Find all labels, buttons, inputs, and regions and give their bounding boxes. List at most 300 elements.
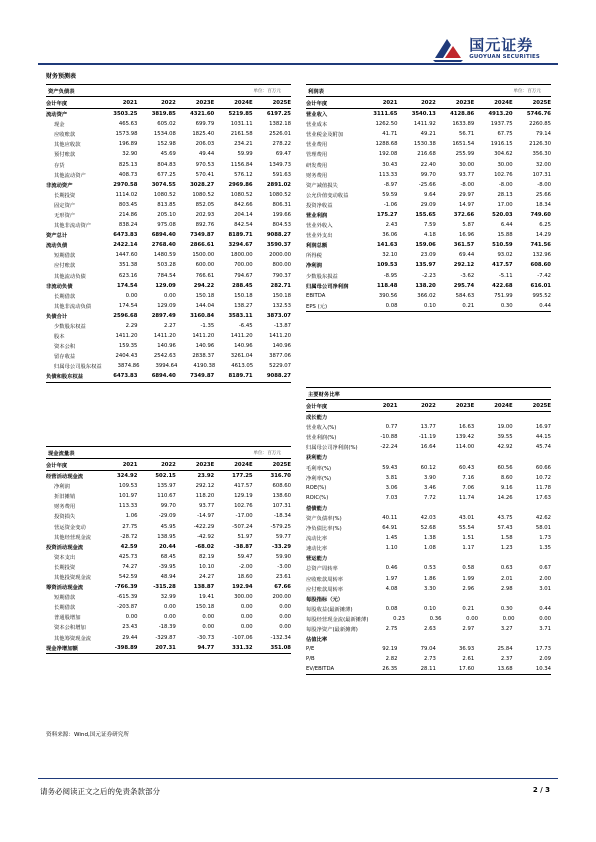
- row-value: 135.97: [157, 483, 176, 490]
- table-row: [306, 664, 551, 674]
- row-value: 2000.00: [269, 252, 291, 259]
- table-row: [306, 604, 551, 614]
- row-value: 192.94: [232, 584, 253, 591]
- row-label: ROE(%): [306, 484, 327, 491]
- row-value: 3.30: [424, 585, 436, 592]
- row-value: 2161.58: [230, 131, 253, 138]
- row-value: 39.55: [497, 434, 513, 441]
- column-header-label: 会计年度: [46, 462, 68, 469]
- table-row: [306, 271, 551, 281]
- row-value: 32.10: [382, 252, 398, 259]
- row-value: 40.11: [382, 514, 398, 521]
- row-label: 偿债能力: [306, 505, 328, 512]
- row-value: 3111.65: [373, 111, 398, 118]
- row-label: 其他非流动负债: [54, 303, 92, 310]
- row-value: -8.97: [383, 181, 398, 188]
- table-row: [306, 412, 551, 422]
- row-value: 1.35: [539, 545, 551, 552]
- row-value: 366.02: [417, 292, 436, 299]
- row-value: 138.95: [157, 533, 176, 540]
- row-value: 2768.40: [151, 242, 176, 249]
- row-label: 投资活动现金流: [46, 544, 84, 551]
- row-value: 42.59: [120, 543, 138, 550]
- row-value: 852.05: [195, 201, 215, 208]
- row-value: 806.31: [272, 201, 291, 208]
- table-title-bar: [46, 446, 291, 459]
- row-value: 2.29: [125, 323, 138, 330]
- row-value: 0.00: [164, 604, 176, 611]
- data-source-note: 资料来源：Wind,国元证券研究所: [46, 732, 129, 738]
- table-unit: 单位：百万元: [253, 88, 281, 94]
- row-label: 短期借款: [54, 595, 76, 602]
- row-value: -17.00: [235, 513, 253, 520]
- row-value: 0.00: [164, 614, 176, 621]
- row-value: 292.12: [453, 262, 475, 269]
- row-label: 每股净资产(最新摊薄): [306, 627, 358, 634]
- row-value: -38.87: [233, 543, 253, 550]
- row-value: 10.72: [535, 474, 551, 481]
- row-label: 估值比率: [306, 637, 328, 644]
- column-header-year: 2024E: [494, 99, 513, 106]
- row-value: 0.21: [462, 605, 475, 612]
- row-value: 14.29: [535, 232, 551, 239]
- row-label: 每股经营现金流(最新摊薄): [306, 616, 369, 623]
- row-value: 3503.25: [113, 111, 138, 118]
- column-header-year: 2023E: [455, 99, 475, 106]
- row-value: 155.65: [415, 211, 436, 218]
- row-label: 无形资产: [54, 212, 76, 219]
- row-label: 营业费用: [306, 142, 328, 149]
- row-value: 390.56: [378, 292, 398, 299]
- row-value: 28.13: [497, 191, 513, 198]
- table-title: 利润表: [308, 89, 324, 95]
- row-value: -25.66: [418, 181, 436, 188]
- row-label: 非流动资产: [46, 182, 73, 189]
- row-label: 财务费用: [306, 172, 328, 179]
- row-value: 0.08: [385, 605, 398, 612]
- brand-logo: [431, 34, 540, 64]
- table-row: [46, 602, 291, 612]
- table-row: [306, 301, 551, 311]
- row-value: -315.28: [153, 584, 176, 591]
- row-value: 17.73: [535, 646, 551, 653]
- row-value: 152.98: [157, 141, 176, 148]
- row-value: 1411.20: [153, 333, 176, 340]
- row-value: 18.34: [535, 201, 551, 208]
- row-value: 19.41: [199, 594, 215, 601]
- row-value: 113.33: [118, 503, 138, 510]
- row-value: 1.08: [424, 545, 436, 552]
- row-value: 5.87: [462, 222, 475, 229]
- row-value: 11.74: [459, 494, 475, 501]
- row-label: 应付账款周转率: [306, 586, 344, 593]
- row-value: 1.73: [539, 535, 551, 542]
- cash-flow-table: [46, 446, 291, 654]
- row-value: 3.81: [385, 474, 398, 481]
- row-label: ROIC(%): [306, 494, 329, 501]
- row-value: 3294.67: [228, 242, 253, 249]
- row-value: 1262.50: [375, 121, 398, 128]
- row-value: 608.60: [530, 262, 551, 269]
- row-value: 150.18: [195, 604, 215, 611]
- table-row: [46, 612, 291, 622]
- table-row: [306, 624, 551, 634]
- row-label: 净利润: [306, 263, 322, 270]
- row-value: -329.87: [155, 634, 176, 641]
- row-value: 2970.58: [113, 181, 138, 188]
- row-label: 应收账款: [54, 132, 76, 139]
- row-label: 投资损失: [54, 514, 76, 521]
- row-value: 6.25: [539, 222, 551, 229]
- row-value: 23.09: [420, 252, 436, 259]
- row-label: 现金: [54, 122, 65, 129]
- row-value: 422.68: [492, 282, 513, 289]
- row-value: 2.09: [539, 656, 551, 663]
- table-row: [46, 119, 291, 129]
- table-row: [306, 119, 551, 129]
- column-header-label: 会计年度: [46, 100, 68, 107]
- row-value: -2.23: [422, 272, 436, 279]
- row-value: 1825.40: [192, 131, 215, 138]
- row-value: 159.35: [118, 343, 138, 350]
- row-value: 304.62: [494, 151, 513, 158]
- row-value: 8189.71: [228, 373, 253, 380]
- row-value: 699.79: [195, 121, 215, 128]
- row-value: 110.67: [157, 493, 176, 500]
- row-value: 207.31: [155, 644, 176, 651]
- row-label: 固定资产: [54, 202, 76, 209]
- table-row: [46, 341, 291, 351]
- row-value: 118.48: [376, 282, 398, 289]
- row-value: 2.27: [164, 323, 176, 330]
- row-value: 842.66: [234, 201, 253, 208]
- row-value: 1447.60: [115, 252, 138, 259]
- row-value: 60.12: [420, 464, 436, 471]
- table-row: [46, 592, 291, 602]
- table-end-rule: [46, 653, 291, 654]
- table-row: [306, 533, 551, 543]
- table-row: [46, 643, 291, 653]
- table-row: [306, 614, 551, 624]
- row-value: 510.59: [492, 242, 513, 249]
- row-label: 少数股东权益: [54, 324, 86, 331]
- row-label: 获利能力: [306, 455, 328, 462]
- row-value: 139.42: [455, 434, 475, 441]
- row-value: 502.15: [155, 473, 176, 480]
- table-row: [306, 584, 551, 594]
- row-value: 2126.30: [529, 141, 551, 148]
- table-row: [46, 260, 291, 270]
- row-value: 749.60: [530, 211, 551, 218]
- row-label: 留存收益: [54, 354, 76, 361]
- table-row: [46, 200, 291, 210]
- row-value: 600.00: [195, 262, 215, 269]
- table-row: [306, 563, 551, 573]
- row-value: 0.53: [424, 565, 436, 572]
- row-value: 975.08: [157, 222, 176, 229]
- row-value: 82.19: [199, 553, 215, 560]
- row-value: 144.04: [195, 302, 215, 309]
- row-value: 138.87: [193, 584, 215, 591]
- table-row: [306, 503, 551, 513]
- row-value: 1349.73: [269, 161, 291, 168]
- row-value: 255.99: [455, 151, 475, 158]
- row-value: -39.95: [158, 563, 176, 570]
- row-value: 425.73: [118, 553, 138, 560]
- table-row: [306, 250, 551, 260]
- column-header-year: 2022: [421, 99, 436, 106]
- table-row: [306, 634, 551, 644]
- row-value: 16.97: [535, 424, 551, 431]
- row-value: 6.44: [500, 222, 513, 229]
- row-value: 2.63: [424, 626, 436, 633]
- row-label: P/B: [306, 656, 315, 663]
- row-value: 2838.37: [192, 353, 215, 360]
- row-value: 64.91: [382, 525, 398, 532]
- row-label: 速动比率: [306, 546, 328, 553]
- row-value: 1.51: [462, 535, 475, 542]
- row-value: 4.08: [385, 585, 398, 592]
- row-value: 2866.61: [190, 242, 215, 249]
- row-value: 0.00: [466, 615, 478, 622]
- table-row: [306, 654, 551, 664]
- income-statement-table: [306, 84, 551, 312]
- row-label: 经营活动现金流: [46, 474, 84, 481]
- row-value: 0.44: [539, 302, 551, 309]
- row-value: 2404.43: [115, 353, 138, 360]
- row-value: 4321.60: [190, 111, 215, 118]
- row-value: 43.01: [459, 514, 475, 521]
- table-title-bar: [306, 84, 551, 97]
- row-value: 18.60: [237, 573, 253, 580]
- row-value: 8189.71: [228, 232, 253, 239]
- row-value: 1411.20: [115, 333, 138, 340]
- row-value: 23.43: [122, 624, 138, 631]
- row-value: 1937.75: [490, 121, 513, 128]
- table-header-row: [306, 400, 551, 412]
- row-value: 1800.00: [230, 252, 253, 259]
- row-value: 3160.84: [190, 312, 215, 319]
- row-value: 1288.68: [375, 141, 398, 148]
- row-value: 11.78: [535, 484, 551, 491]
- row-value: 29.09: [420, 201, 436, 208]
- row-value: 0.23: [393, 615, 405, 622]
- row-value: 800.00: [272, 262, 291, 269]
- row-label: 营业收入(%): [306, 425, 337, 432]
- row-value: 6473.83: [113, 373, 138, 380]
- row-value: 45.74: [535, 444, 551, 451]
- row-value: 2897.49: [151, 312, 176, 319]
- table-row: [306, 483, 551, 493]
- row-value: 1.97: [385, 575, 398, 582]
- row-value: 36.93: [459, 646, 475, 653]
- row-value: 2.96: [462, 585, 475, 592]
- row-value: 0.77: [385, 424, 398, 431]
- row-value: 520.03: [492, 211, 513, 218]
- row-value: 1411.92: [413, 121, 436, 128]
- row-value: 1633.89: [452, 121, 475, 128]
- row-value: 4913.20: [488, 111, 513, 118]
- row-value: 177.25: [232, 473, 253, 480]
- row-value: 3.71: [539, 626, 551, 633]
- table-row: [46, 230, 291, 240]
- row-value: 842.54: [234, 222, 253, 229]
- row-value: 1080.52: [269, 191, 291, 198]
- row-value: 803.45: [118, 201, 138, 208]
- row-value: 0.00: [279, 624, 291, 631]
- row-value: 605.02: [157, 121, 176, 128]
- row-value: 93.02: [497, 252, 513, 259]
- row-label: 营业成本: [306, 122, 328, 129]
- row-value: 9088.27: [266, 232, 291, 239]
- row-value: 0.67: [539, 565, 551, 572]
- row-value: 25.84: [497, 646, 513, 653]
- row-label: 应付账款: [54, 263, 76, 270]
- row-value: 159.06: [415, 242, 436, 249]
- column-header-year: 2025E: [532, 99, 551, 106]
- row-value: 804.83: [157, 161, 176, 168]
- table-header-row: [306, 97, 551, 109]
- row-value: 417.57: [234, 483, 253, 490]
- row-value: 2891.02: [266, 181, 291, 188]
- row-value: 794.67: [234, 272, 253, 279]
- table-row: [46, 532, 291, 542]
- row-value: 15.88: [497, 232, 513, 239]
- row-label: 负债合计: [46, 313, 68, 320]
- row-value: 102.76: [234, 503, 253, 510]
- row-value: 59.90: [275, 553, 291, 560]
- table-row: [306, 513, 551, 523]
- row-value: 17.60: [459, 666, 475, 673]
- row-label: 净负债比率(%): [306, 526, 342, 533]
- row-value: 0.30: [500, 605, 513, 612]
- table-row: [46, 582, 291, 592]
- row-label: 归属母公司股东权益: [54, 364, 102, 371]
- column-header-year: 2021: [122, 461, 138, 468]
- row-value: 0.36: [429, 615, 442, 622]
- row-value: 9088.27: [266, 373, 291, 380]
- row-label: 其他筹资现金流: [54, 635, 92, 642]
- row-value: 1.23: [500, 545, 513, 552]
- row-label: 归属母公司净利润(%): [306, 445, 358, 452]
- row-value: 13.68: [497, 666, 513, 673]
- row-value: 29.44: [122, 634, 138, 641]
- row-value: 784.54: [157, 272, 176, 279]
- row-value: 0.00: [240, 624, 253, 631]
- row-label: 短期借款: [54, 253, 76, 260]
- row-label: 流动比率: [306, 536, 328, 543]
- row-value: 1411.20: [269, 333, 291, 340]
- table-end-rule: [46, 382, 291, 383]
- row-value: 372.66: [453, 211, 475, 218]
- column-header-year: 2023E: [195, 461, 215, 468]
- row-value: 13.77: [420, 424, 436, 431]
- row-value: 150.18: [234, 292, 253, 299]
- table-row: [46, 562, 291, 572]
- row-value: 3590.37: [266, 242, 291, 249]
- row-value: 2.97: [462, 626, 475, 633]
- row-value: -8.95: [383, 272, 398, 279]
- row-value: -1.35: [200, 323, 215, 330]
- row-value: 92.19: [382, 646, 398, 653]
- row-value: 7349.87: [190, 232, 215, 239]
- row-value: -422.29: [193, 523, 215, 530]
- row-value: 1500.00: [192, 252, 215, 259]
- row-value: -8.00: [537, 181, 551, 188]
- row-value: 3.27: [500, 626, 513, 633]
- row-value: 42.62: [535, 514, 551, 521]
- row-label: 每股收益(最新摊薄): [306, 606, 353, 613]
- row-value: 30.00: [459, 161, 475, 168]
- row-value: 1.17: [462, 545, 475, 552]
- row-value: 616.01: [530, 282, 551, 289]
- row-value: 3028.27: [190, 181, 215, 188]
- row-label: 现金净增加额: [46, 645, 78, 652]
- row-value: 199.66: [272, 211, 291, 218]
- row-value: -42.92: [197, 533, 215, 540]
- column-header-year: 2024E: [234, 99, 253, 106]
- row-label: 净利率(%): [306, 475, 332, 482]
- row-label: 归属母公司净利润: [306, 283, 349, 290]
- row-label: 资本支出: [54, 554, 76, 561]
- row-value: 2542.63: [153, 353, 176, 360]
- table-row: [306, 432, 551, 442]
- table-row: [46, 491, 291, 501]
- row-value: 0.10: [424, 302, 436, 309]
- row-value: 7349.87: [190, 373, 215, 380]
- row-value: 2.98: [500, 585, 513, 592]
- row-value: 60.66: [535, 464, 551, 471]
- row-value: 3819.85: [151, 111, 176, 118]
- row-value: -1.06: [383, 201, 398, 208]
- row-value: 1080.52: [192, 191, 215, 198]
- table-row: [306, 260, 551, 270]
- row-label: EPS (元): [306, 303, 328, 310]
- row-value: 2969.86: [228, 181, 253, 188]
- row-value: 542.59: [118, 573, 138, 580]
- row-value: 3261.04: [230, 353, 253, 360]
- row-value: 9.16: [500, 484, 513, 491]
- row-label: 营业外支出: [306, 233, 333, 240]
- row-value: 838.24: [118, 222, 138, 229]
- row-value: 408.73: [118, 171, 138, 178]
- row-value: 129.09: [155, 282, 176, 289]
- row-value: 0.00: [202, 624, 215, 631]
- table-row: [46, 321, 291, 331]
- row-value: 26.35: [382, 666, 398, 673]
- row-label: 少数股东损益: [306, 273, 338, 280]
- row-value: 2.73: [424, 656, 436, 663]
- table-row: [306, 170, 551, 180]
- row-value: 1651.54: [452, 141, 475, 148]
- row-value: 109.53: [376, 262, 398, 269]
- row-value: 7.03: [385, 494, 398, 501]
- row-value: -5.11: [498, 272, 513, 279]
- row-value: 0.08: [385, 302, 398, 309]
- row-value: 1480.59: [153, 252, 176, 259]
- row-value: 48.94: [160, 573, 176, 580]
- row-value: 52.68: [420, 525, 436, 532]
- row-value: 892.76: [195, 222, 215, 229]
- table-row: [46, 180, 291, 190]
- row-value: 0.21: [462, 302, 475, 309]
- table-row: [306, 190, 551, 200]
- row-value: 43.75: [497, 514, 513, 521]
- row-value: -132.34: [270, 634, 291, 641]
- row-value: 140.96: [272, 343, 291, 350]
- row-label: 所得税: [306, 253, 322, 260]
- row-value: 8.60: [500, 474, 513, 481]
